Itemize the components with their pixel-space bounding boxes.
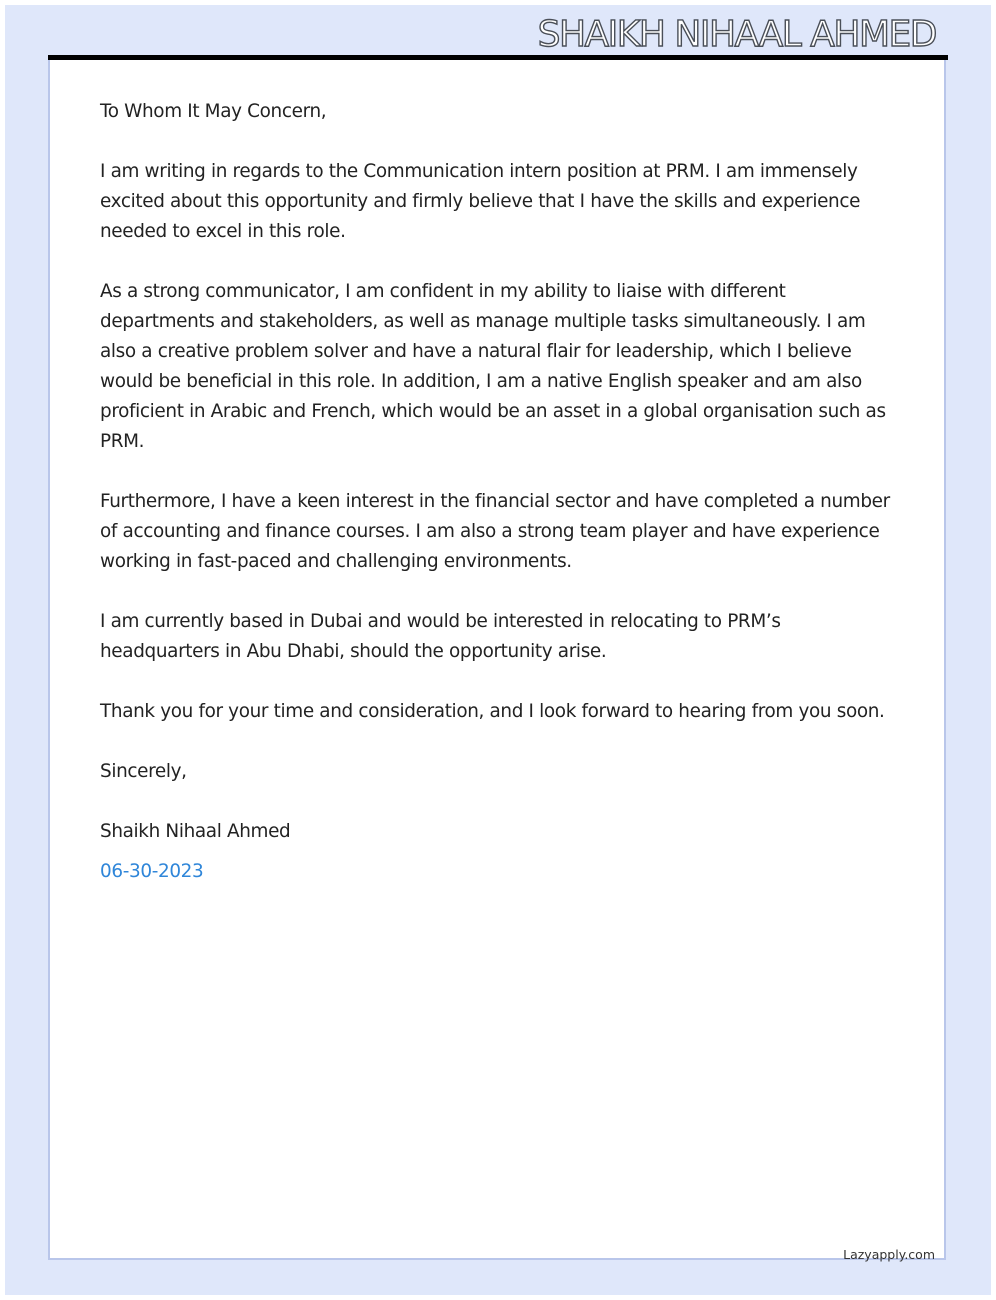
letter-date: 06-30-2023 [100,861,204,882]
closing: Sincerely, [100,761,187,782]
cover-letter-body [100,97,900,917]
paragraph-skills: As a strong communicator, I am confident in my ability to liaise with different departments and stakeholders, as well as manage multiple tasks simultaneously. I am also a creative problem solver and have a natural flair for leadership, which I believe would be beneficial in this role. In addition, I am a native English speaker and am also proficient in Arabic and French, which would be an asset in a global organisation such as PRM. [100,281,886,452]
lazyapply-watermark: Lazyapply.com [843,1247,935,1262]
paragraph-relocation: I am currently based in Dubai and would be interested in relocating to PRM’s headquarters in Abu Dhabi, should the opportunity arise. [100,611,781,662]
signature-name: Shaikh Nihaal Ahmed [100,821,291,842]
paragraph-thanks: Thank you for your time and consideration, and I look forward to hearing from you soon. [100,701,885,722]
applicant-name-heading: SHAIKH NIHAAL AHMED [537,14,936,55]
paragraph-intro: I am writing in regards to the Communication intern position at PRM. I am immensely excited about this opportunity and firmly believe that I have the skills and experience needed to excel in this role. [100,161,861,242]
salutation: To Whom It May Concern, [100,101,327,122]
paragraph-experience: Furthermore, I have a keen interest in the financial sector and have completed a number of accounting and finance courses. I am also a strong team player and have experience working in fast-paced and challenging environments. [100,491,890,572]
